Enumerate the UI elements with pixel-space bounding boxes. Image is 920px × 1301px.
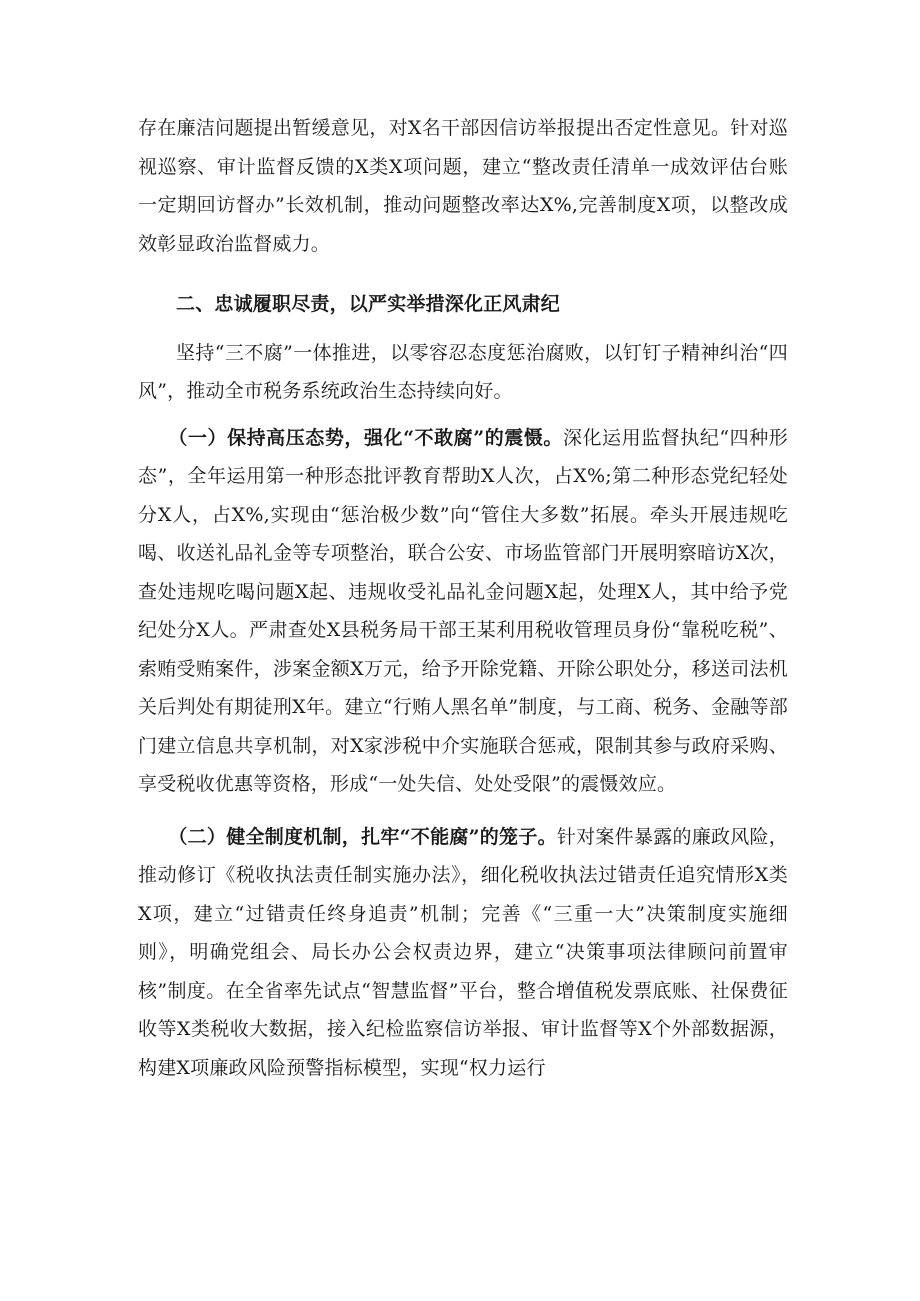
subsection-1-paragraph	[138, 419, 788, 804]
subsection-1-body: 深化运用监督执纪“四种形态”，全年运用第一种形态批评教育帮助X人次，占X%;第二种形态党纪轻处分X人，占X%,实现由“惩治极少数”向“管住大多数”拓展。牵头开展违规吃喝、收送礼品礼金等专项整治，联合公安、市场监管部门开展明察暗访X次，查处违规吃喝问题X起、违规收受礼品礼金问题X起，处理X人，其中给予党纪处分X人。严肃查处X县税务局干部王某利用税收管理员身份“靠税吃税”、索贿受贿案件，涉案金额X万元，给予开除党籍、开除公职处分，移送司法机关后判处有期徒刑X年。建立“行贿人黑名单”制度，与工商、税务、金融等部门建立信息共享机制，对X家涉税中介实施联合惩戒，限制其参与政府采购、享受税收优惠等资格，形成“一处失信、处处受限”的震慑效应。	[138, 426, 788, 795]
subsection-2-paragraph	[138, 818, 788, 1088]
subsection-1-number: （一）	[168, 426, 228, 449]
intro-paragraph: 坚持“三不腐”一体推进，以零容忍态度惩治腐败，以钉钉子精神纠治“四风”，推动全市税务系统政治生态持续向好。	[138, 341, 788, 402]
continuation-paragraph: 存在廉洁问题提出暂缓意见，对X名干部因信访举报提出否定性意见。针对巡视巡察、审计监督反馈的X类X项问题，建立“整改责任清单一成效评估台账一定期回访督办”长效机制，推动问题整改率达X%,完善制度X项，以整改成效彰显政治监督威力。	[138, 117, 788, 255]
document-body	[138, 109, 788, 1087]
section-heading: 二、忠诚履职尽责，以严实举措深化正风肃纪	[176, 293, 561, 315]
subsection-2-title: 健全制度机制，扎牢“不能腐”的笼子。	[226, 825, 557, 848]
subsection-1-title: 保持高压态势，强化“不敢腐”的震慑。	[227, 426, 563, 449]
subsection-2-body: 针对案件暴露的廉政风险，推动修订《税收执法责任制实施办法》，细化税收执法过错责任追究情形X类X项，建立“过错责任终身追责”机制；完善《“三重一大”决策制度实施细则》，明确党组会、局长办公会权责边界，建立“决策事项法律顾问前置审核”制度。在全省率先试点“智慧监督”平台，整合增值税发票底账、社保费征收等X类税收大数据，接入纪检监察信访举报、审计监督等X个外部数据源，构建X项廉政风险预警指标模型，实现“权力运行	[138, 825, 788, 1079]
subsection-2-number: （二）	[168, 825, 227, 848]
